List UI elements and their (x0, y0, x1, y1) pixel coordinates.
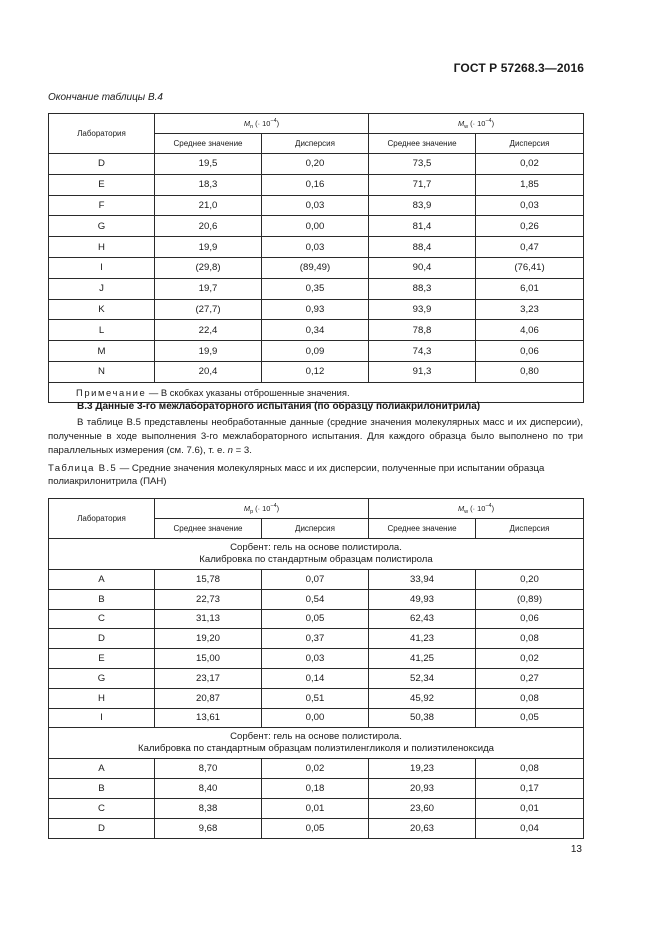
dispersion-2-cell: 0,26 (476, 216, 584, 237)
dispersion-1-cell: 0,12 (262, 361, 369, 382)
dispersion-2-cell: 0,47 (476, 237, 584, 258)
table-row (49, 299, 584, 320)
dispersion-2-cell: 0,05 (476, 708, 584, 728)
dispersion-2-cell: 0,01 (476, 798, 584, 818)
table-row (49, 708, 584, 728)
dispersion-1-cell: 0,54 (262, 589, 369, 609)
dispersion-2-cell: 4,06 (476, 320, 584, 341)
lab-cell: A (49, 759, 155, 779)
table-row (49, 216, 584, 237)
dispersion-1-cell: (89,49) (262, 257, 369, 278)
dispersion-2-cell: 6,01 (476, 278, 584, 299)
table-row (49, 237, 584, 258)
mean-2-cell: 91,3 (369, 361, 476, 382)
dispersion-2-cell: 0,02 (476, 154, 584, 175)
lab-cell: F (49, 195, 155, 216)
mean-2-cell: 81,4 (369, 216, 476, 237)
mean-2-cell: 88,3 (369, 278, 476, 299)
lab-cell: I (49, 708, 155, 728)
dispersion-1-cell: 0,09 (262, 341, 369, 362)
table-b5-title: Таблица В.5 — Средние значения молекулярных масс и их дисперсии, полученные при испытании образца полиакрилонитрила (ПАН) (48, 463, 545, 487)
mean-1-cell: 19,20 (155, 629, 262, 649)
group-header-peg-peo: Сорбент: гель на основе полистирола. Калибровка по стандартным образцам полиэтиленгликоля и полиэтиленоксида (49, 728, 584, 759)
dispersion-2-cell: 1,85 (476, 174, 584, 195)
lab-cell: C (49, 798, 155, 818)
mean-1-cell: 15,78 (155, 570, 262, 590)
lab-cell: D (49, 818, 155, 838)
lab-cell: I (49, 257, 155, 278)
table-row (49, 320, 584, 341)
table-row (49, 195, 584, 216)
dispersion-2-cell: 0,08 (476, 688, 584, 708)
table-b4-note: Примечание — В скобках указаны отброшенные значения. (49, 382, 584, 402)
dispersion-1-cell: 0,03 (262, 237, 369, 258)
table-b5 (48, 498, 584, 839)
lab-column-header: Лаборатория (49, 114, 155, 154)
mean-2-cell: 20,63 (369, 818, 476, 838)
table-row (49, 278, 584, 299)
mean-1-cell: 19,7 (155, 278, 262, 299)
mean-1-cell: 18,3 (155, 174, 262, 195)
lab-cell: B (49, 779, 155, 799)
table-row (49, 759, 584, 779)
lab-cell: E (49, 174, 155, 195)
dispersion-1-cell: 0,03 (262, 195, 369, 216)
mean-2-cell: 71,7 (369, 174, 476, 195)
lab-cell: J (49, 278, 155, 299)
mean-2-cell: 23,60 (369, 798, 476, 818)
mean-2-cell: 33,94 (369, 570, 476, 590)
mean-2-cell: 62,43 (369, 609, 476, 629)
mn-dispersion-header: Дисперсия (262, 134, 369, 154)
lab-cell: E (49, 649, 155, 669)
dispersion-1-cell: 0,00 (262, 708, 369, 728)
dispersion-2-cell: 0,17 (476, 779, 584, 799)
mean-1-cell: 13,61 (155, 708, 262, 728)
lab-cell: D (49, 154, 155, 175)
mean-2-cell: 90,4 (369, 257, 476, 278)
dispersion-1-cell: 0,20 (262, 154, 369, 175)
page-number: 13 (570, 844, 582, 855)
mean-2-cell: 52,34 (369, 668, 476, 688)
dispersion-1-cell: 0,00 (262, 216, 369, 237)
group-header-polystyrene: Сорбент: гель на основе полистирола. Калибровка по стандартным образцам полистирола (49, 539, 584, 570)
mean-1-cell: 20,4 (155, 361, 262, 382)
mean-2-cell: 41,23 (369, 629, 476, 649)
mean-1-cell: 19,5 (155, 154, 262, 175)
dispersion-1-cell: 0,35 (262, 278, 369, 299)
mn-group-header: $M_n$ (· $10^{-4}$) (155, 114, 369, 134)
table-row (49, 174, 584, 195)
dispersion-1-cell: 0,16 (262, 174, 369, 195)
dispersion-1-cell: 0,07 (262, 570, 369, 590)
lab-cell: B (49, 589, 155, 609)
dispersion-2-cell: 0,02 (476, 649, 584, 669)
table-row (49, 257, 584, 278)
dispersion-1-cell: 0,34 (262, 320, 369, 341)
table-row (49, 649, 584, 669)
dispersion-2-cell: 0,06 (476, 341, 584, 362)
mn-mean-header: Среднее значение (155, 134, 262, 154)
dispersion-2-cell: 0,04 (476, 818, 584, 838)
dispersion-1-cell: 0,02 (262, 759, 369, 779)
mean-2-cell: 74,3 (369, 341, 476, 362)
dispersion-1-cell: 0,03 (262, 649, 369, 669)
mw-group-header: $M_w$ (· $10^{-4}$) (369, 114, 584, 134)
table-b4 (48, 113, 584, 403)
mean-2-cell: 93,9 (369, 299, 476, 320)
mean-1-cell: 15,00 (155, 649, 262, 669)
mp-mean-header: Среднее значение (155, 519, 262, 539)
lab-cell: K (49, 299, 155, 320)
mean-2-cell: 19,23 (369, 759, 476, 779)
mean-1-cell: 23,17 (155, 668, 262, 688)
mean-2-cell: 73,5 (369, 154, 476, 175)
mw-dispersion-header: Дисперсия (476, 134, 584, 154)
mean-2-cell: 49,93 (369, 589, 476, 609)
mean-1-cell: 19,9 (155, 237, 262, 258)
mean-1-cell: 31,13 (155, 609, 262, 629)
lab-cell: C (49, 609, 155, 629)
mw-dispersion-header: Дисперсия (476, 519, 584, 539)
dispersion-2-cell: (76,41) (476, 257, 584, 278)
mean-1-cell: 8,70 (155, 759, 262, 779)
mean-1-cell: 20,6 (155, 216, 262, 237)
lab-cell: L (49, 320, 155, 341)
mean-1-cell: 8,38 (155, 798, 262, 818)
dispersion-1-cell: 0,93 (262, 299, 369, 320)
mean-2-cell: 41,25 (369, 649, 476, 669)
mean-1-cell: 9,68 (155, 818, 262, 838)
dispersion-2-cell: 0,06 (476, 609, 584, 629)
table-row (49, 341, 584, 362)
lab-cell: D (49, 629, 155, 649)
dispersion-1-cell: 0,51 (262, 688, 369, 708)
section-b3-paragraph: В таблице В.5 представлены необработанные данные (средние значения молекулярных масс и их дисперсии), полученные в ходе выполнения 3-го межлабораторного испытания. Для каждого образца было выполнено по три параллельных измерения (см. 7.6), т. е. n = 3. (48, 417, 583, 456)
mean-2-cell: 50,38 (369, 708, 476, 728)
mp-dispersion-header: Дисперсия (262, 519, 369, 539)
dispersion-2-cell: 0,03 (476, 195, 584, 216)
mp-group-header: $M_p$ (· $10^{-4}$) (155, 499, 369, 519)
table-row (49, 589, 584, 609)
dispersion-2-cell: (0,89) (476, 589, 584, 609)
mw-mean-header: Среднее значение (369, 519, 476, 539)
mean-2-cell: 88,4 (369, 237, 476, 258)
lab-cell: G (49, 216, 155, 237)
dispersion-2-cell: 0,20 (476, 570, 584, 590)
mean-1-cell: 19,9 (155, 341, 262, 362)
dispersion-1-cell: 0,05 (262, 818, 369, 838)
lab-cell: G (49, 668, 155, 688)
dispersion-1-cell: 0,05 (262, 609, 369, 629)
lab-cell: N (49, 361, 155, 382)
dispersion-1-cell: 0,37 (262, 629, 369, 649)
table-row (49, 668, 584, 688)
mean-2-cell: 20,93 (369, 779, 476, 799)
dispersion-2-cell: 0,08 (476, 759, 584, 779)
lab-column-header: Лаборатория (49, 499, 155, 539)
mw-group-header: $M_w$ (· $10^{-4}$) (369, 499, 584, 519)
dispersion-2-cell: 0,08 (476, 629, 584, 649)
mean-1-cell: 22,4 (155, 320, 262, 341)
table-b4-caption: Окончание таблицы В.4 (48, 92, 163, 103)
table-row (49, 609, 584, 629)
dispersion-2-cell: 0,27 (476, 668, 584, 688)
mean-1-cell: 21,0 (155, 195, 262, 216)
table-row (49, 361, 584, 382)
mean-1-cell: 22,73 (155, 589, 262, 609)
document-standard-number: ГОСТ Р 57268.3—2016 (453, 61, 584, 75)
lab-cell: H (49, 688, 155, 708)
lab-cell: A (49, 570, 155, 590)
table-row (49, 798, 584, 818)
table-row (49, 629, 584, 649)
mean-1-cell: 20,87 (155, 688, 262, 708)
table-row (49, 818, 584, 838)
mean-1-cell: (29,8) (155, 257, 262, 278)
mean-1-cell: 8,40 (155, 779, 262, 799)
dispersion-1-cell: 0,18 (262, 779, 369, 799)
table-row (49, 688, 584, 708)
mean-2-cell: 45,92 (369, 688, 476, 708)
mean-2-cell: 83,9 (369, 195, 476, 216)
table-row (49, 779, 584, 799)
lab-cell: H (49, 237, 155, 258)
lab-cell: M (49, 341, 155, 362)
mean-1-cell: (27,7) (155, 299, 262, 320)
mw-mean-header: Среднее значение (369, 134, 476, 154)
mean-2-cell: 78,8 (369, 320, 476, 341)
dispersion-1-cell: 0,01 (262, 798, 369, 818)
dispersion-1-cell: 0,14 (262, 668, 369, 688)
dispersion-2-cell: 0,80 (476, 361, 584, 382)
section-b3-title: В.3 Данные 3-го межлабораторного испытания (по образцу полиакрилонитрила) (77, 401, 481, 412)
table-row (49, 154, 584, 175)
table-row (49, 570, 584, 590)
dispersion-2-cell: 3,23 (476, 299, 584, 320)
